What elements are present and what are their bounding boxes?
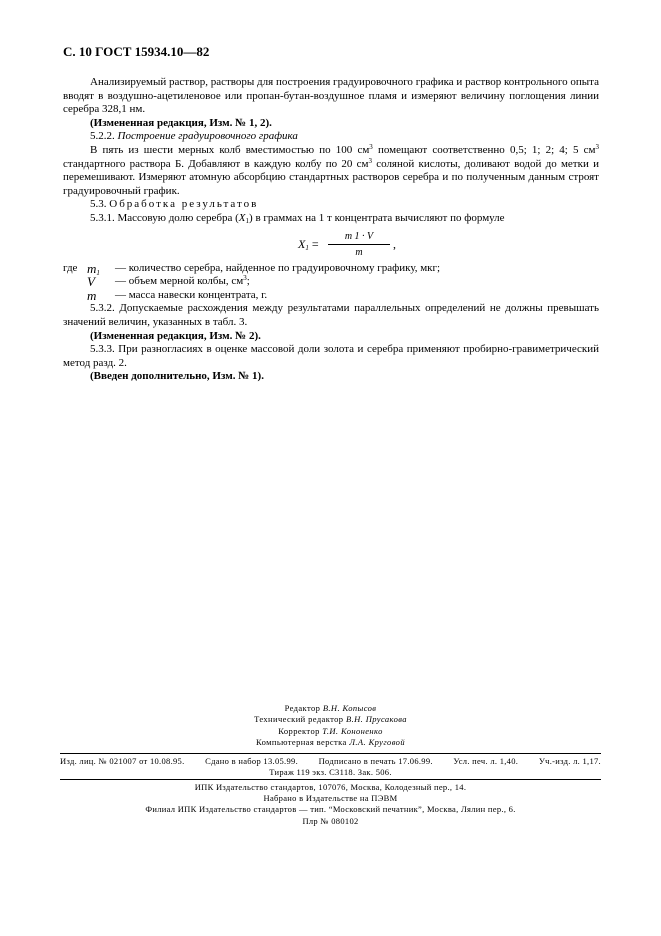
- print-run: Тираж 119 экз. С3118. Зак. 506.: [269, 767, 392, 778]
- person-name: В.Н. Прусакова: [345, 714, 407, 725]
- text-run: ;: [246, 275, 250, 288]
- formula-denominator: m: [355, 247, 363, 259]
- text-run: 5.3.1. Массовую долю серебра (: [90, 211, 239, 224]
- label: Компьютерная верстка: [256, 737, 347, 748]
- sent-date: Сдано в набор 13.05.99.: [205, 756, 299, 766]
- signed-date: Подписано в печать 17.06.99.: [318, 756, 433, 766]
- superscript: 3: [595, 142, 600, 151]
- text-run: соляной кислоты, доливают водой до метки и перемешивают. Измеряют атомную абсорбцию стандартных растворов серебра и по полученным данным строят градуировочный график.: [63, 157, 599, 197]
- section-title: Построение градуировочного графика: [117, 130, 298, 143]
- printer-line: ИПК Издательство стандартов, 107076, Москва, Колодезный пер., 14.: [194, 782, 467, 792]
- text-run: — объем мерной колбы, см: [115, 275, 244, 288]
- superscript: 3: [243, 274, 247, 283]
- section-number: 5.3.: [90, 198, 107, 211]
- text-run: ) в граммах на 1 т концентрата вычисляют по формуле: [249, 211, 505, 224]
- section-number: 5.2.2.: [90, 130, 115, 143]
- page-header: С. 10 ГОСТ 15934.10—82: [63, 44, 210, 59]
- formula-lhs: [298, 238, 319, 252]
- section-5-3-heading: [63, 198, 599, 212]
- publication-info: [60, 756, 601, 779]
- edition-note-1: (Измененная редакция, Изм. № 1, 2).: [90, 116, 272, 129]
- subscript: 1: [245, 216, 250, 225]
- paragraph-calibration: [63, 144, 599, 198]
- formula: [63, 230, 599, 260]
- publication-info-line: [60, 756, 601, 767]
- label: Редактор: [284, 703, 321, 713]
- definition-m: [63, 289, 599, 303]
- definition-symbol: m: [87, 287, 97, 303]
- person-name: Т.И. Кононенко: [322, 725, 383, 736]
- text-run: стандартного раствора Б. Добавляют в каждую колбу по 20 см: [63, 157, 369, 170]
- paragraph-5-3-1: [63, 212, 599, 226]
- edition-note-2: (Измененная редакция, Изм. № 2).: [90, 329, 261, 342]
- print-sheets: Усл. печ. л. 1,40.: [453, 756, 519, 766]
- corrector-line: [60, 726, 601, 737]
- formula-fraction: [328, 230, 390, 260]
- definition-text: — количество серебра, найденное по градуировочному графику, мкг;: [115, 261, 441, 274]
- tech-editor-line: [60, 714, 601, 725]
- person-name: Л.А. Круговой: [349, 737, 405, 748]
- text-run: помещают соответственно 0,5; 1; 2; 4; 5 см: [372, 143, 596, 156]
- license: Изд. лиц. № 021007 от 10.08.95.: [60, 756, 185, 766]
- superscript: 3: [368, 156, 372, 165]
- superscript: 3: [369, 142, 373, 151]
- variable: m: [87, 260, 97, 276]
- definition-symbol: [87, 262, 100, 276]
- printer-info: [60, 782, 601, 827]
- definition-m1: [63, 262, 599, 276]
- definition-text: [115, 275, 250, 289]
- section-5-2-2-heading: [63, 130, 599, 144]
- divider: [60, 779, 601, 780]
- subscript: 1: [305, 243, 309, 252]
- paragraph-5-3-3: 5.3.3. При разногласиях в оценке массовой доли золота и серебра применяют пробирно-гравиметрический метод разд. 2.: [63, 343, 599, 369]
- formula-numerator: m 1 · V: [328, 230, 390, 246]
- paragraph-5-3-2: 5.3.2. Допускаемые расхождения между результатами параллельных определений не должны превышать значений величин, указанных в табл. 3.: [63, 302, 599, 328]
- paragraph-analysis: Анализируемый раствор, растворы для построения градуировочного графика и раствор контрольного опыта вводят в воздушно-ацетиленовое или пропан-бутан-воздушное пламя и измеряют величину поглощения линии серебра 328,1 нм.: [63, 76, 599, 116]
- formula-comma: ,: [393, 236, 396, 251]
- printer-line: Набрано в Издательстве на ПЭВМ: [263, 793, 398, 804]
- divider: [60, 753, 601, 754]
- text-run: В пять из шести мерных колб вместимостью по 100 см: [90, 143, 370, 156]
- publisher-sheets: Уч.-изд. л. 1,17.: [538, 756, 601, 766]
- editor-line: [60, 703, 601, 714]
- printer-line: Филиал ИПК Издательство стандартов — тип. “Московский печатник”, Москва, Лялин пер., 6.: [145, 804, 516, 815]
- printer-line: Плр № 080102: [302, 815, 359, 826]
- edition-note-3: (Введен дополнительно, Изм. № 1).: [90, 370, 264, 383]
- definition-text: — масса навески концентрата, г.: [115, 288, 268, 301]
- person-name: В.Н. Копысов: [322, 703, 377, 713]
- layout-line: [60, 737, 601, 748]
- equals-sign: =: [308, 236, 319, 251]
- where-label: где: [63, 261, 78, 274]
- label: Корректор: [278, 725, 320, 736]
- subscript: 1: [96, 268, 100, 277]
- definition-symbol: V: [87, 274, 95, 290]
- variable: X: [238, 211, 246, 224]
- colophon: [60, 703, 601, 749]
- document-body: [63, 76, 599, 384]
- definition-v: [63, 275, 599, 289]
- section-title: Обработка результатов: [109, 198, 259, 211]
- label: Технический редактор: [254, 714, 344, 725]
- variable: X: [298, 236, 306, 251]
